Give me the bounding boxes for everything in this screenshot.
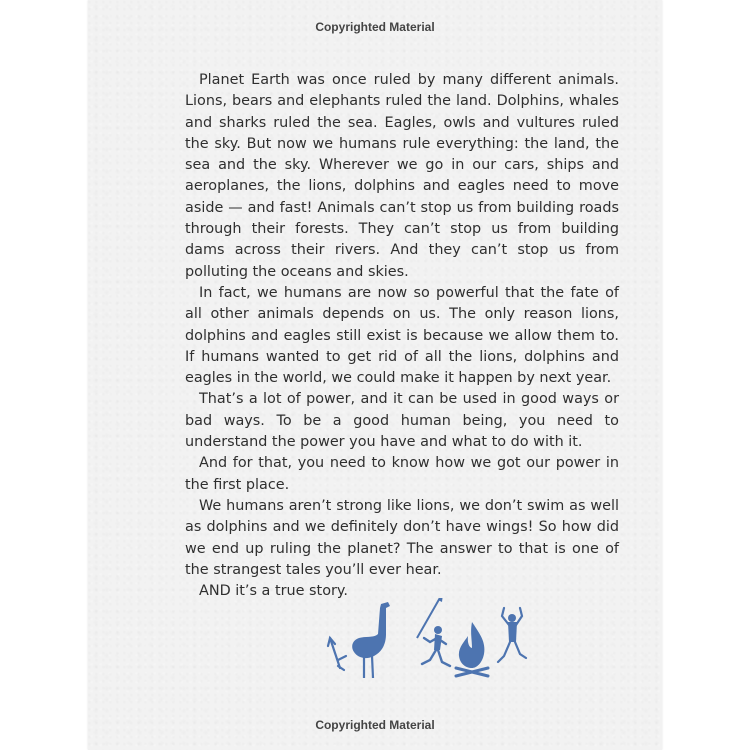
footer-copyright: Copyrighted Material (315, 718, 435, 732)
cave-art-illustration (326, 598, 536, 686)
fire-icon (456, 622, 488, 676)
body-text (185, 70, 619, 602)
paragraph: We humans aren’t strong like lions, we don’t swim as well as dolphins and we definitely don’t have wings! So how did we end up ruling the planet? The answer to that is one of the strangest tales you’ll ever hear. (185, 497, 619, 578)
book-page (88, 0, 662, 750)
paragraph: And for that, you need to know how we got our power in the first place. (185, 455, 619, 493)
paragraph: AND it’s a true story. (199, 583, 348, 600)
hunter-icon (417, 598, 450, 666)
bird-icon (352, 602, 390, 678)
dancer-icon (498, 608, 526, 662)
paragraph: Planet Earth was once ruled by many different animals. Lions, bears and elephants ruled the land. Dolphins, whales and sharks ruled the sea. Eagles, owls and vultures ruled the sky. But now we humans rule everything: the land, the sea and the sky. Wherever we go in our cars, ships and aeroplanes, the lions, dolphins and eagles need to move aside — and fast! Animals can’t stop us from building roads through their forests. They can’t stop us from building dams across their rivers. And they can’t stop us from polluting the oceans and skies. (185, 72, 619, 280)
paragraph: That’s a lot of power, and it can be used in good ways or bad ways. To be a good human being, you need to understand the power you have and what to do with it. (185, 391, 619, 451)
header-copyright: Copyrighted Material (315, 20, 435, 34)
arrow-icon (328, 638, 346, 670)
paragraph: In fact, we humans are now so powerful that the fate of all other animals depends on us. The only reason lions, dolphins and eagles still exist is because we allow them to. If humans wanted to get rid of all the lions, dolphins and eagles in the world, we could make it happen by next year. (185, 284, 619, 387)
